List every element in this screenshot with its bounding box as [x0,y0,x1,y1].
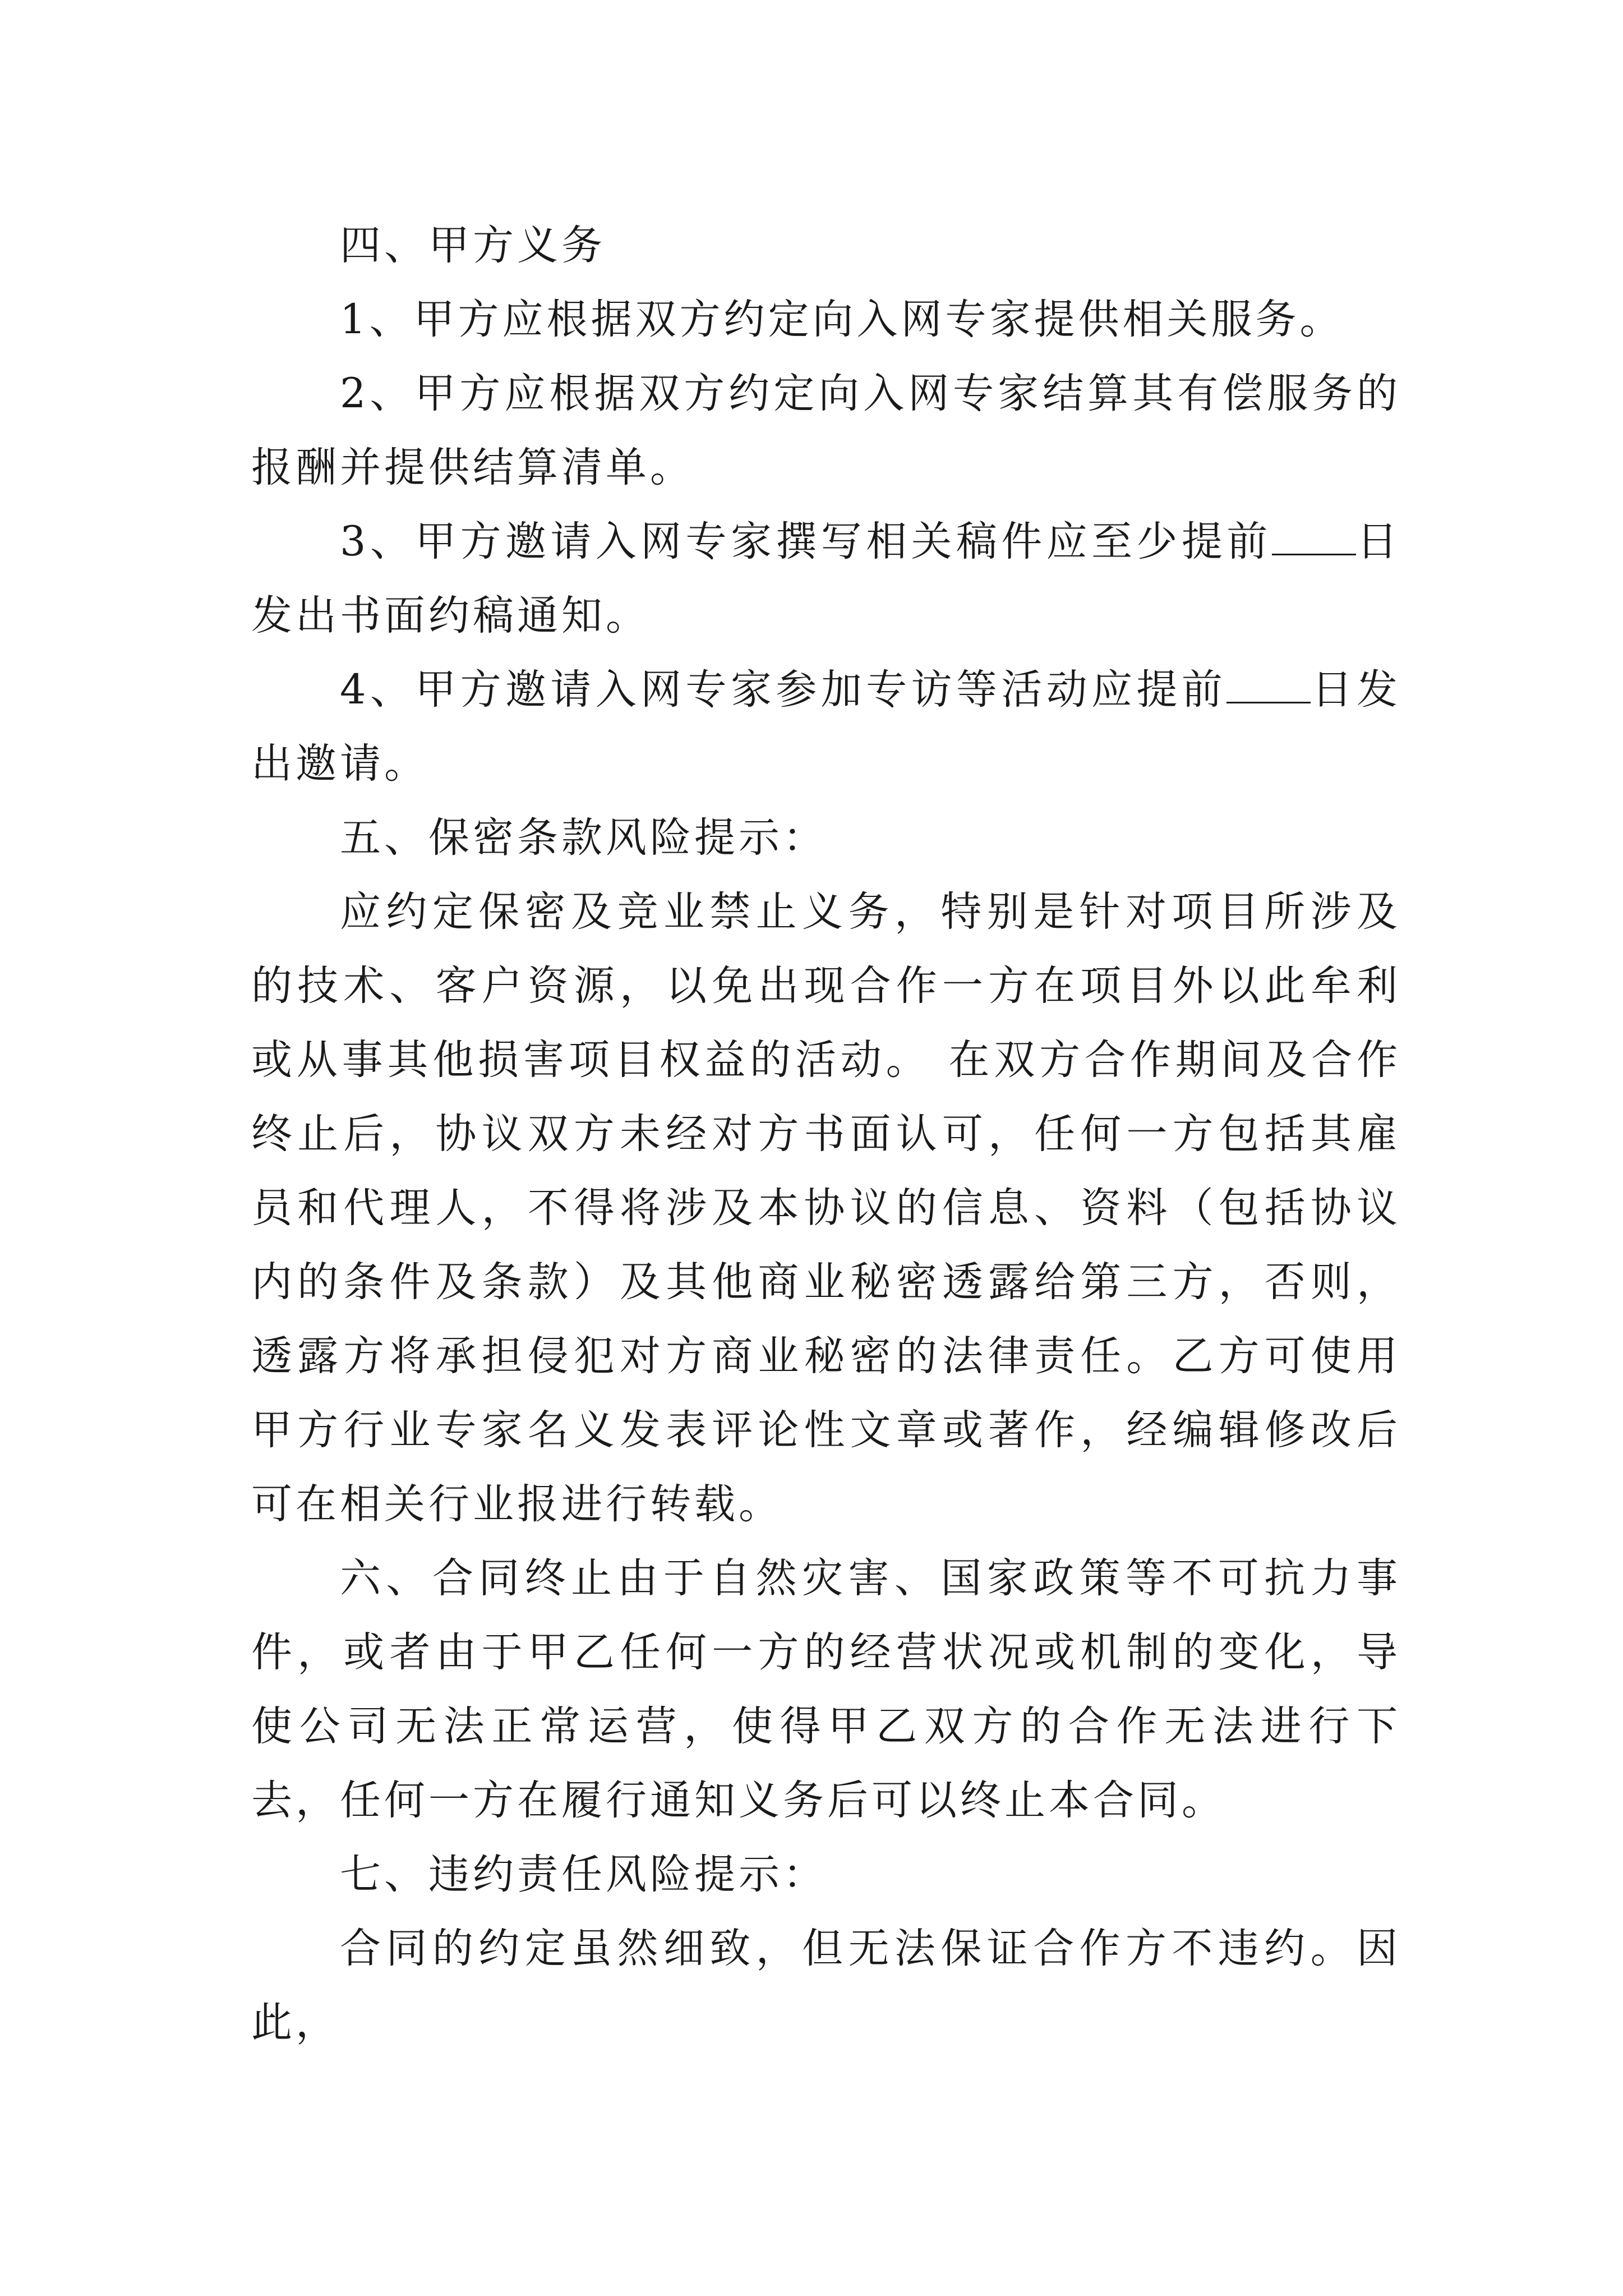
clause-1-provide-services: 1、甲方应根据双方约定向入网专家提供相关服务。 [340,296,1344,343]
section-heading-confidentiality-risk: 五、保密条款风险提示： [340,814,827,862]
document-body [251,209,1401,2060]
clause-3-manuscript-notice [251,505,1401,653]
confidentiality-body: 应约定保密及竞业禁止义务，特别是针对项目所涉及的技术、客户资源，以免出现合作一方在项目外以此牟利或从事其他损害项目权益的活动。 在双方合作期间及合作终止后，协议双方未经对方书面认可，任何一方包括其雇员和代理人，不得将涉及本协议的信息、资料（包括协议内的条件及条款）及其他商业秘密透露给第三方，否则，透露方将承担侵犯对方商业秘密的法律责任。乙方可使用甲方行业专家名义发表评论性文章或著作，经编辑修改后可在相关行业报进行转载。 [251,888,1401,1528]
clause-4-interview-invitation [251,653,1401,801]
clause-4-text-after-blank: 日发出邀请。 [251,666,1401,788]
contract-termination-body: 六、合同终止由于自然灾害、国家政策等不可抗力事件，或者由于甲乙任何一方的经营状况或机制的变化，导使公司无法正常运营，使得甲乙双方的合作无法进行下去，任何一方在履行通知义务后可以终止本合同。 [251,1554,1401,1824]
section-heading-party-a-obligations: 四、甲方义务 [340,222,606,269]
clause-2-settle-remuneration: 2、甲方应根据双方约定向入网专家结算其有偿服务的报酬并提供结算清单。 [251,370,1401,491]
clause-3-text-after-blank: 日发出书面约稿通知。 [251,518,1401,639]
section-heading-breach-liability-risk: 七、违约责任风险提示： [340,1851,827,1898]
clause-3-text-before-blank: 3、甲方邀请入网专家撰写相关稿件应至少提前 [340,518,1272,565]
days-blank-field [1227,668,1311,703]
breach-liability-body: 合同的约定虽然细致，但无法保证合作方不违约。因此， [251,1925,1401,2046]
clause-4-text-before-blank: 4、甲方邀请入网专家参加专访等活动应提前 [340,666,1227,714]
days-blank-field [1272,520,1356,555]
